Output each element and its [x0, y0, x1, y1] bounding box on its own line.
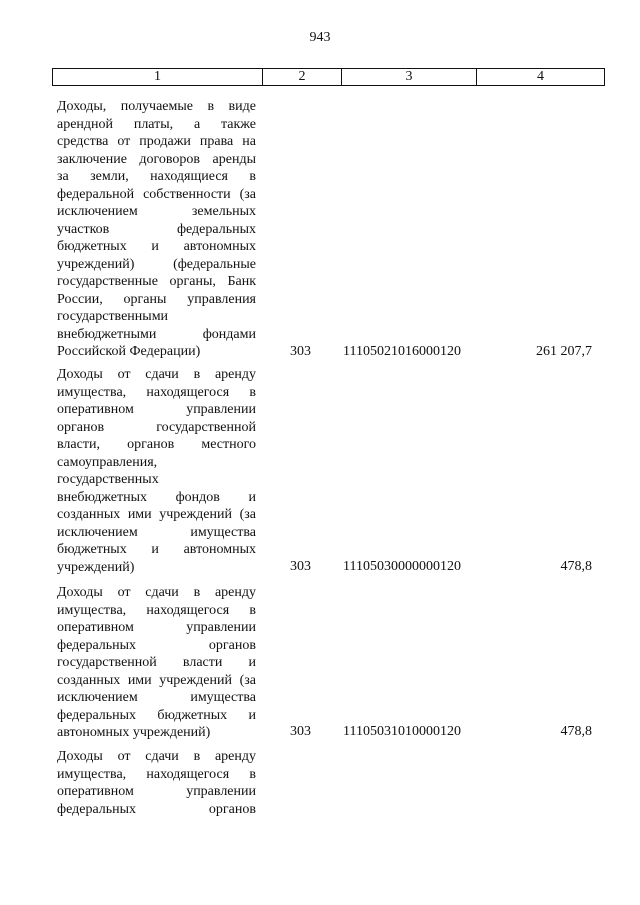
- description-line: власти, органов местного: [57, 437, 256, 452]
- column-header-table: [52, 68, 605, 86]
- description-line: созданных ими учреждений (за: [57, 672, 256, 688]
- description-line: автономных учреждений): [57, 725, 211, 740]
- description-line: исключением имущества: [57, 690, 256, 705]
- description-line: Доходы, получаемые в виде: [57, 99, 256, 114]
- description-line: за земли, находящиеся в: [57, 169, 256, 184]
- row-description: [57, 584, 256, 742]
- description-line: бюджетных и автономных: [57, 542, 256, 557]
- income-code: 11105030000000120: [343, 559, 461, 574]
- income-code: 11105031010000120: [343, 724, 461, 739]
- description-line: государственной власти и: [57, 655, 256, 670]
- description-line: заключение договоров аренды: [57, 151, 256, 167]
- description-line: исключением имущества: [57, 524, 256, 540]
- amount-value: 261 207,7: [536, 344, 592, 359]
- description-line: оперативном управлении: [57, 784, 256, 799]
- admin-code: 303: [290, 344, 311, 359]
- column-header-1: 1: [53, 69, 263, 86]
- admin-code: 303: [290, 724, 311, 739]
- page-number: 943: [309, 30, 331, 45]
- description-line: имущества, находящегося в: [57, 766, 256, 782]
- description-line: имущества, находящегося в: [57, 384, 256, 400]
- description-line: исключением земельных: [57, 204, 256, 219]
- description-line: созданных ими учреждений (за: [57, 507, 256, 522]
- description-line: Доходы от сдачи в аренду: [57, 749, 256, 764]
- admin-code: 303: [290, 559, 311, 574]
- description-line: арендной платы, а также: [57, 116, 256, 132]
- description-line: Доходы от сдачи в аренду: [57, 585, 256, 600]
- description-line: внебюджетных фондов и: [57, 489, 256, 505]
- description-line: федеральных органов: [57, 801, 256, 817]
- description-line: имущества, находящегося в: [57, 602, 256, 618]
- description-line: федеральной собственности (за: [57, 186, 256, 202]
- description-line: учреждений) (федеральные: [57, 256, 256, 272]
- description-line: государственные органы, Банк: [57, 274, 256, 289]
- income-code: 11105021016000120: [343, 344, 461, 359]
- description-line: Доходы от сдачи в аренду: [57, 367, 256, 382]
- description-line: внебюджетными фондами: [57, 326, 256, 342]
- description-line: федеральных бюджетных и: [57, 707, 256, 723]
- description-line: бюджетных и автономных: [57, 239, 256, 254]
- column-header-2: 2: [263, 69, 342, 86]
- column-header-3: 3: [342, 69, 477, 86]
- amount-value: 478,8: [560, 724, 592, 739]
- description-line: органов государственной: [57, 419, 256, 435]
- column-header-4: 4: [477, 69, 605, 86]
- description-line: России, органы управления: [57, 291, 256, 307]
- column-header-row: [53, 69, 605, 86]
- row-description: [57, 748, 256, 818]
- row-description: [57, 366, 256, 576]
- amount-value: 478,8: [560, 559, 592, 574]
- description-line: самоуправления,: [57, 454, 158, 470]
- description-line: государственными: [57, 309, 169, 324]
- description-line: учреждений): [57, 559, 135, 575]
- description-line: оперативном управлении: [57, 402, 256, 417]
- description-line: средства от продажи права на: [57, 134, 256, 149]
- description-line: оперативном управлении: [57, 620, 256, 635]
- row-description: [57, 98, 256, 361]
- description-line: государственных: [57, 472, 159, 487]
- description-line: Российской Федерации): [57, 344, 201, 359]
- description-line: федеральных органов: [57, 637, 256, 653]
- description-line: участков федеральных: [57, 221, 256, 237]
